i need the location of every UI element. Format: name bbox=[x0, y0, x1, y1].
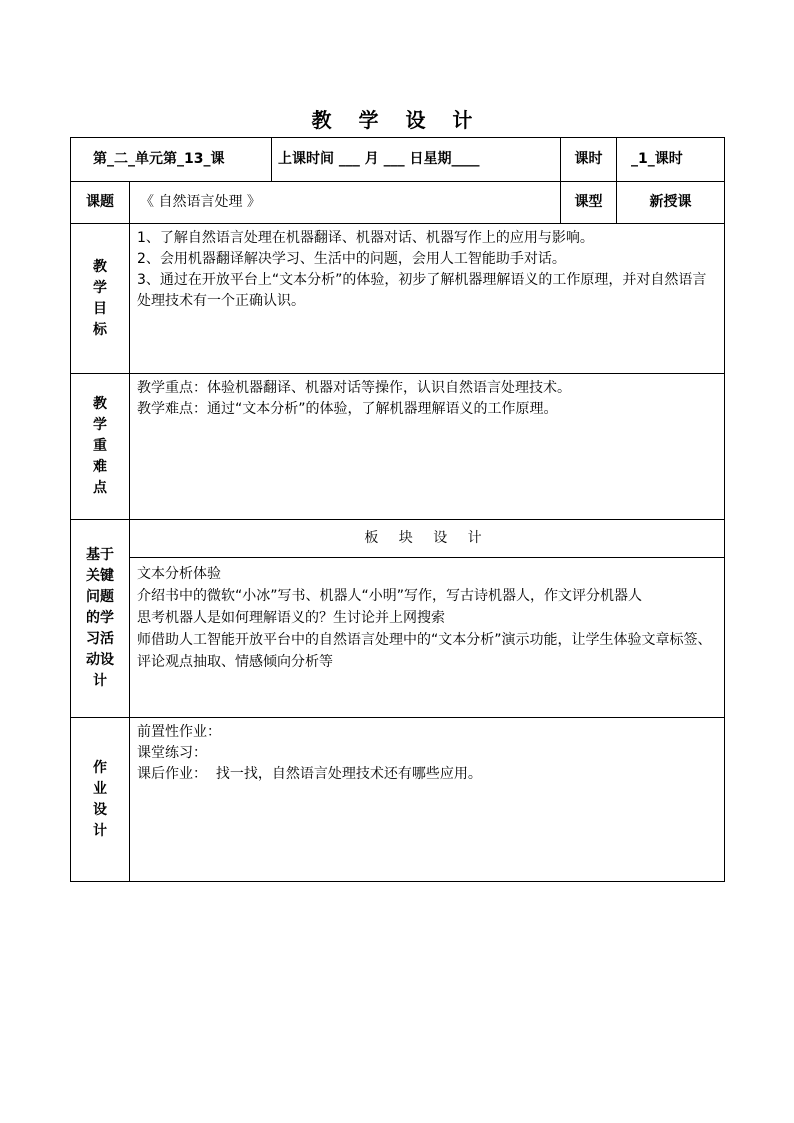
goal-item: 3、通过在开放平台上“文本分析”的体验，初步了解机器理解语义的工作原理，并对自然语言处理技术有一个正确认识。 bbox=[137, 272, 707, 309]
goal-item: 2、会用机器翻译解决学习、生活中的问题，会用人工智能助手对话。 bbox=[137, 251, 566, 267]
activity-item: 文本分析体验 bbox=[137, 566, 221, 582]
type-value: 新授课 bbox=[617, 182, 725, 224]
key-point-item: 教学重点：体验机器翻译、机器对话等操作，认识自然语言处理技术。 bbox=[137, 380, 571, 396]
activity-item: 思考机器人是如何理解语义的？生讨论并上网搜索 bbox=[137, 610, 445, 626]
goals-label: 教 学 目 标 bbox=[71, 224, 130, 374]
section-design-heading: 板 块 设 计 bbox=[130, 520, 725, 558]
homework-item: 课堂练习： bbox=[137, 745, 207, 761]
homework-item: 课后作业： 找一找，自然语言处理技术还有哪些应用。 bbox=[137, 766, 482, 782]
topic-value: 《 自然语言处理 》 bbox=[130, 182, 561, 224]
homework-label: 作 业 设 计 bbox=[71, 718, 130, 882]
key-point-item: 教学难点：通过“文本分析”的体验，了解机器理解语义的工作原理。 bbox=[137, 401, 558, 417]
goal-item: 1、了解自然语言处理在机器翻译、机器对话、机器写作上的应用与影响。 bbox=[137, 230, 594, 246]
homework-content bbox=[130, 718, 725, 882]
type-label: 课型 bbox=[561, 182, 617, 224]
header-row bbox=[71, 138, 725, 182]
topic-row bbox=[71, 182, 725, 224]
lesson-plan-table bbox=[70, 137, 725, 882]
homework-item: 前置性作业： bbox=[137, 724, 221, 740]
key-points-content bbox=[130, 374, 725, 520]
page-title: 教 学 设 计 bbox=[311, 108, 483, 132]
goals-content bbox=[130, 224, 725, 374]
period-value: _1_课时 bbox=[617, 138, 725, 182]
key-points-label: 教 学 重 难 点 bbox=[71, 374, 130, 520]
topic-label: 课题 bbox=[71, 182, 130, 224]
activities-content bbox=[130, 558, 725, 718]
class-time-cell: 上课时间 ___ 月 ___ 日星期____ bbox=[272, 138, 561, 182]
key-points-row bbox=[71, 374, 725, 520]
activity-item: 师借助人工智能开放平台中的自然语言处理中的“文本分析”演示功能，让学生体验文章标签、评论观点抽取、情感倾向分析等 bbox=[137, 632, 712, 670]
activity-item: 介绍书中的微软“小冰”写书、机器人“小明”写作，写古诗机器人，作文评分机器人 bbox=[137, 588, 643, 604]
activities-label: 基于 关键 问题 的学 习活 动设 计 bbox=[71, 520, 130, 718]
activities-head-row bbox=[71, 520, 725, 558]
goals-row bbox=[71, 224, 725, 374]
homework-row bbox=[71, 718, 725, 882]
unit-lesson-cell: 第_二_单元第_13_课 bbox=[71, 138, 272, 182]
period-label: 课时 bbox=[561, 138, 617, 182]
activities-body-row bbox=[71, 558, 725, 718]
